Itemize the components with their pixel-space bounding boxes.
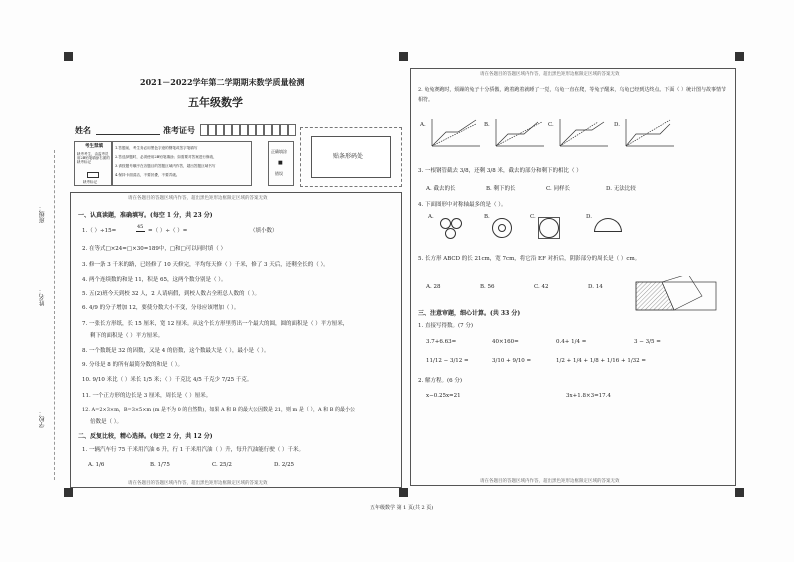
registration-mark xyxy=(399,52,408,61)
notice-title: 考生禁填 xyxy=(85,144,103,149)
notice-text: 缺考考生，由监考员用2B铅笔填涂右面的缺考标记 xyxy=(77,152,110,165)
ticket-digit-cell[interactable] xyxy=(288,124,296,136)
chart-option-label: D. xyxy=(614,122,620,128)
registration-mark xyxy=(399,488,408,497)
ticket-digit-cell[interactable] xyxy=(232,124,240,136)
question-11: 11. 一个正方形的边长是 3 厘米，周长是（ ）厘米。 xyxy=(82,393,212,399)
ticket-digit-cell[interactable] xyxy=(224,124,232,136)
ticket-label: 准考证号 xyxy=(163,125,195,135)
question-1-rest: =（ ）÷（ ）= xyxy=(148,228,188,234)
answer-banner-right: 请在各题目的答题区域内作答，超出黑色矩形边框限定区域的答案无效 xyxy=(480,72,620,77)
question-1: 1.（ ）÷15= xyxy=(82,228,117,234)
fill-sample-box xyxy=(268,141,294,186)
shape-circle-3 xyxy=(445,228,456,239)
exam-subtitle: 五年级数学 xyxy=(188,96,243,109)
chart-option-label: B. xyxy=(484,122,490,128)
name-label: 姓名 xyxy=(75,125,91,135)
question-r3: 3. 一根钢管截去 3/8，还剩 3/8 米，截去的部分和剩下的相比（ ） xyxy=(418,168,582,174)
registration-mark xyxy=(64,488,73,497)
question-r2a: 2. 龟兔赛跑时，烦躁的兔子十分骄傲，跑着跑着就睡了一觉，乌龟一直在爬，等兔子醒来，乌龟已经到达终点。下面（ ）统计图与故事情节相符。 xyxy=(418,87,726,103)
q4-option-d[interactable]: D. xyxy=(586,214,592,220)
question-12b: 倍数是（ ）。 xyxy=(90,419,122,425)
q4-option-a[interactable]: A. xyxy=(428,214,434,220)
ticket-digit-cell[interactable] xyxy=(256,124,264,136)
notice-box xyxy=(74,141,112,186)
question-8: 8. 一个数既是 32 的因数，又是 4 的倍数，这个数最大是（ ），最小是（ ）。 xyxy=(82,348,270,354)
section-heading-2: 二、反复比较，精心选择。(每空 2 分，共 12 分) xyxy=(78,433,213,440)
name-field[interactable] xyxy=(96,134,160,135)
q3-option-d[interactable]: D. 无法比较 xyxy=(606,186,636,192)
section-heading-1: 一、认真读题，准确填写。(每空 1 分，共 23 分) xyxy=(78,212,213,219)
equation-1: x−0.25x=21 xyxy=(426,393,461,399)
instruction-line: 2.答选择题时，必须使用2B铅笔填涂；如需要对答案进行修改， xyxy=(115,155,217,159)
shape-circle-2 xyxy=(451,218,462,229)
instruction-line: 3.请按题号顺序在各题目的答题区域内作答，超出答题区域书写 xyxy=(115,164,216,168)
equation-heading: 2. 解方程。(6 分) xyxy=(418,378,463,384)
q5-option-a[interactable]: A. 28 xyxy=(426,284,441,290)
question-1-end: （填小数） xyxy=(250,228,278,234)
shape-inscribed-circle xyxy=(539,218,559,238)
barcode-label: 贴条形码处 xyxy=(333,153,364,160)
exam-title: 2021－2022学年第二学期期末数学质量检测 xyxy=(140,77,305,87)
question-9: 9. 分母是 8 的所有最简分数的和是（ ）。 xyxy=(82,362,183,368)
left-answer-frame xyxy=(70,192,402,488)
q5-option-b[interactable]: B. 56 xyxy=(480,284,495,290)
side-label-school: 学校： xyxy=(39,410,46,428)
ticket-digit-cell[interactable] xyxy=(280,124,288,136)
chart-option-b[interactable] xyxy=(484,116,554,152)
q3-option-c[interactable]: C. 同样长 xyxy=(546,186,571,192)
ticket-digit-cell[interactable] xyxy=(264,124,272,136)
q3-option-a[interactable]: A. 截去的长 xyxy=(426,186,456,192)
question-1-fraction: 45 xyxy=(137,224,144,230)
q5-option-c[interactable]: C. 42 xyxy=(534,284,549,290)
question-r4: 4. 下面图形中对称轴最多的是（ ）。 xyxy=(418,202,507,208)
answer-banner: 请在各题目的答题区域内作答，超出黑色矩形边框限定区域的答案无效 xyxy=(128,196,268,201)
line-chart xyxy=(548,116,618,152)
option-b[interactable]: B. 1/75 xyxy=(150,462,170,468)
chart-option-d[interactable] xyxy=(614,116,684,152)
option-a[interactable]: A. 1/6 xyxy=(88,462,105,468)
question-5: 5. 五(2)班今天到校 32 人，2 人请病假，到校人数占全班总人数的（ ）。 xyxy=(82,291,261,297)
registration-mark xyxy=(735,488,744,497)
q5-option-d[interactable]: D. 14 xyxy=(588,284,603,290)
calc-item: 1/2 + 1/4 + 1/8 + 1/16 + 1/32 = xyxy=(556,358,647,364)
question-10: 10. 9/10 米比（ ）米长 1/5 米；（ ）千克比 4/5 千克少 7/25 千克。 xyxy=(82,377,253,383)
calc-item: 11/12 − 3/12 = xyxy=(426,358,469,364)
q4-option-b[interactable]: B. xyxy=(484,214,490,220)
answer-banner-bottom: 请在各题目的答题区域内作答，超出黑色矩形边框限定区域的答案无效 xyxy=(128,481,268,486)
chart-option-label: C. xyxy=(548,122,554,128)
absent-mark-box[interactable] xyxy=(87,172,99,178)
section-heading-3: 三、注意审题，细心计算。(共 33 分) xyxy=(418,310,521,317)
ticket-digit-cell[interactable] xyxy=(240,124,248,136)
question-7a: 7. 一张长方形纸，长 15 厘米，宽 12 厘米。从这个长方形里剪出一个最大的圆，圆的面积是（ ）平方厘米， xyxy=(82,321,349,327)
ticket-digit-cell[interactable] xyxy=(200,124,208,136)
question-2: 2. 在等式□×24=□×30=189中，□和□可以同时填（ ） xyxy=(82,246,226,252)
option-d[interactable]: D. 2/25 xyxy=(274,462,295,468)
question-4: 4. 两个连续数的和是 11，积是 65，这两个数分别是（ ）。 xyxy=(82,277,227,283)
calc-item: 3.7+6.63= xyxy=(426,339,457,345)
question-3: 3. 修一条 3 千米的路，已经修了 10 天修完，平均每天修（ ）千米，修了 3 天后，还剩全长的（ ）。 xyxy=(82,262,329,268)
line-chart xyxy=(614,116,684,152)
page-footer: 五年级数学 第 1 页(共 2 页) xyxy=(370,505,434,511)
instruction-line: 4.保持卡面清洁，不要折叠，不要弄破。 xyxy=(115,173,180,177)
calc-item: 3/10 + 9/10 = xyxy=(492,358,532,364)
fill-sample-wrong: 错误 xyxy=(275,171,283,176)
registration-mark xyxy=(735,52,744,61)
q4-option-c[interactable]: C. xyxy=(530,214,536,220)
ticket-digit-cell[interactable] xyxy=(248,124,256,136)
binding-line xyxy=(54,150,55,480)
folded-rectangle-diagram xyxy=(632,276,722,316)
option-c[interactable]: C. 25/2 xyxy=(212,462,232,468)
calc-heading: 1. 直接写得数。(7 分) xyxy=(418,323,474,329)
calc-item: 0.4+ 1/4 = xyxy=(556,339,587,345)
equation-2: 3x+1.8×3=17.4 xyxy=(566,393,611,399)
calc-item: 3 − 3/5 = xyxy=(634,339,661,345)
fill-sample-label: 正确填涂 xyxy=(271,149,287,154)
line-chart xyxy=(420,116,490,152)
absent-mark-label: 缺考标记 xyxy=(83,180,97,184)
ticket-digit-cell[interactable] xyxy=(208,124,216,136)
registration-mark xyxy=(64,52,73,61)
instruction-line: 1.答题前，考生务必用黑色字迹的钢笔或签字笔填写 xyxy=(115,146,198,150)
question-6: 6. 4/9 的分子增加 12，要使分数大小不变，分母应该增加（ ）。 xyxy=(82,305,240,311)
fill-sample-example: ■ xyxy=(278,160,283,166)
side-label-name: 姓名： xyxy=(39,288,46,306)
question-1-fraction-bar xyxy=(136,231,145,232)
ticket-digit-cell[interactable] xyxy=(216,124,224,136)
shape-ring-inner xyxy=(498,224,506,232)
chart-option-c[interactable] xyxy=(548,116,618,152)
ticket-digit-cell[interactable] xyxy=(272,124,280,136)
question-7b: 剩下的面积是（ ）平方厘米。 xyxy=(90,333,164,339)
chart-option-a[interactable] xyxy=(420,116,490,152)
q3-option-b[interactable]: B. 剩下的长 xyxy=(486,186,516,192)
question-r5: 5. 长方形 ABCD 的长 21cm，宽 7cm，将它沿 EF 对折后，阴影部分的周长是（ ）cm。 xyxy=(418,256,641,262)
side-label-class: 班级： xyxy=(39,205,46,223)
chart-option-label: A. xyxy=(420,122,426,128)
question-13: 1. 一辆汽车行 75 千米用汽油 6 升，行 1 千米用汽油（ ）升，每升汽油能行驶（ ）千米。 xyxy=(82,447,304,453)
question-12a: 12. A=2×3×m，B=3×5×m (m 是不为 0 的自然数)，如果 A 和 B 的最大公因数是 21，则 m 是（ ），A 和 B 的最小公 xyxy=(82,407,356,413)
calc-item: 40×160= xyxy=(492,339,519,345)
answer-banner-right-bottom: 请在各题目的答题区域内作答，超出黑色矩形边框限定区域的答案无效 xyxy=(480,479,620,484)
line-chart xyxy=(484,116,554,152)
